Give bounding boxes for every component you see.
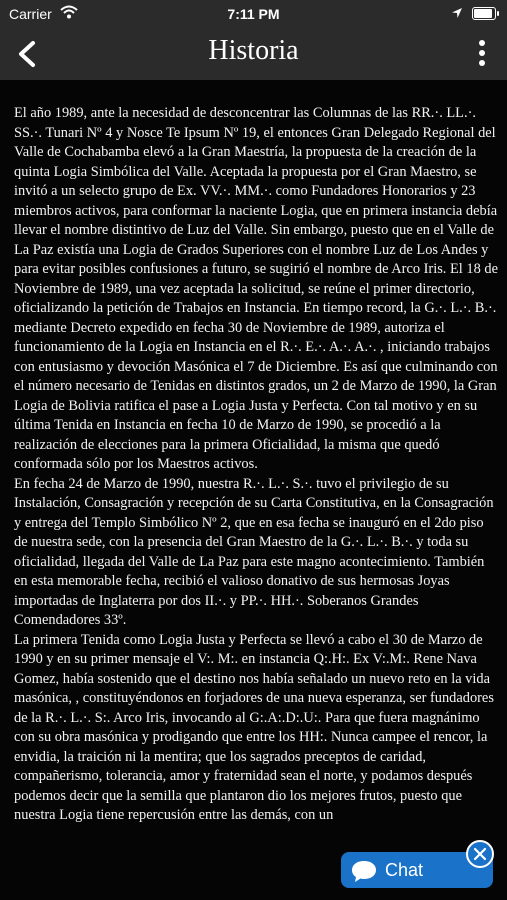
chat-bubble-icon: [350, 859, 378, 888]
navigation-bar: [0, 28, 507, 80]
carrier-label: Carrier: [9, 6, 52, 22]
chat-close-button[interactable]: [466, 840, 494, 868]
battery-icon: [472, 7, 496, 20]
history-paragraph: En fecha 24 de Marzo de 1990, nuestra R.·. L.·. S.·. tuvo el privilegio de su Instalación, Consagración y recepción de su Carta Constitutiva, en la Consagración y entrega del Templo Simbólico Nº 2, que en esa fecha se inauguró en el 2do piso de nuestra sede, con la presencia del Gran Maestro de la G.·. L.·. B.·. y toda su oficialidad, llegada del Valle de La Paz para este magno acontecimiento. También en esta memorable fecha, recibió el valioso donativo de sus hermosas Joyas importadas de Inglaterra por dos II.·. y PP.·. HH.·. Soberanos Grandes Comendadores 33º.: [14, 475, 494, 628]
close-icon: [468, 842, 492, 866]
history-article: [14, 104, 498, 900]
more-options-button[interactable]: [474, 38, 490, 70]
location-arrow-icon: [451, 6, 463, 22]
history-paragraph: El año 1989, ante la necesidad de desconcentrar las Columnas de las RR.·. LL.·. SS.·. Tunari Nº 4 y Nosce Te Ipsum Nº 19, el entonces Gran Delegado Regional del Valle de Cochabamba elevó a la Gran Maestría, la propuesta de la creación de la quinta Logia Simbólica del Valle. Aceptada la propuesta por el Gran Maestro, se invitó a un selecto grupo de Ex. VV.·. MM.·. como Fundadores Honorarios y 23 miembros activos, para conformar la naciente Logia, que en primera instancia debía llevar el nombre distintivo de Luz del Valle. Sin embargo, puesto que en el Valle de La Paz existía una Logia de Grados Superiores con el nombre Luz de Los Andes y para evitar posibles confusiones a futuro, se sugirió el nombre de Arco Iris. El 18 de Noviembre de 1989, una vez aceptada la solicitud, se reúne el primer directorio, oficializando la petición de Trabajos en Instancia. En tiempo record, la G.·. L.·. B.·. mediante Decreto expedido en fecha 30 de Noviembre de 1989, autoriza el funcionamiento de la Logia en Instancia en el R.·. E.·. A.·. A.·. , iniciando trabajos con entusiasmo y devoción Masónica el 7 de Diciembre. Es así que culminando con el número necesario de Tenidas en distintos grados, un 2 de Marzo de 1990, la Gran Logia de Bolivia ratifica el pase a Logia Justa y Perfecta. Con tal motivo y en su última Tenida en Instancia en fecha 10 de Marzo de 1990, se procedió a la realización de elecciones para la primera Oficialidad, la misma que quedó conformada sólo por los Maestros activos.: [14, 105, 498, 472]
status-bar: [0, 0, 507, 28]
history-paragraph: La primera Tenida como Logia Justa y Perfecta se llevó a cabo el 30 de Marzo de 1990 y en su primer mensaje el V:. M:. en instancia Q:.H:. Ex V:.M:. Rene Nava Gomez, había sostenido que el destino nos había señalado un nuevo reto en la vida masónica, , constituyéndonos en forjadores de una nueva esperanza, ser fundadores de la R.·. L.·. S:. Arco Iris, invocando al G:.A:.D:.U:. Para que fuera magnánimo con su obra masónica y prodigando que entre los HH:. Nunca campee el rencor, la envidia, la traición ni la mentira; que los sagrados preceptos de caridad, compañerismo, tolerancia, amor y fraternidad sean el norte, y podamos después podemos decir que la semilla que plantaron dio los mejores frutos, puesto que nuestra Logia tiene repercusión entre las demás, con un: [14, 631, 494, 823]
more-vertical-icon: [474, 38, 490, 70]
chat-label: Chat: [385, 860, 424, 880]
page-title: Historia: [208, 35, 299, 66]
status-time: 7:11 PM: [227, 6, 280, 22]
